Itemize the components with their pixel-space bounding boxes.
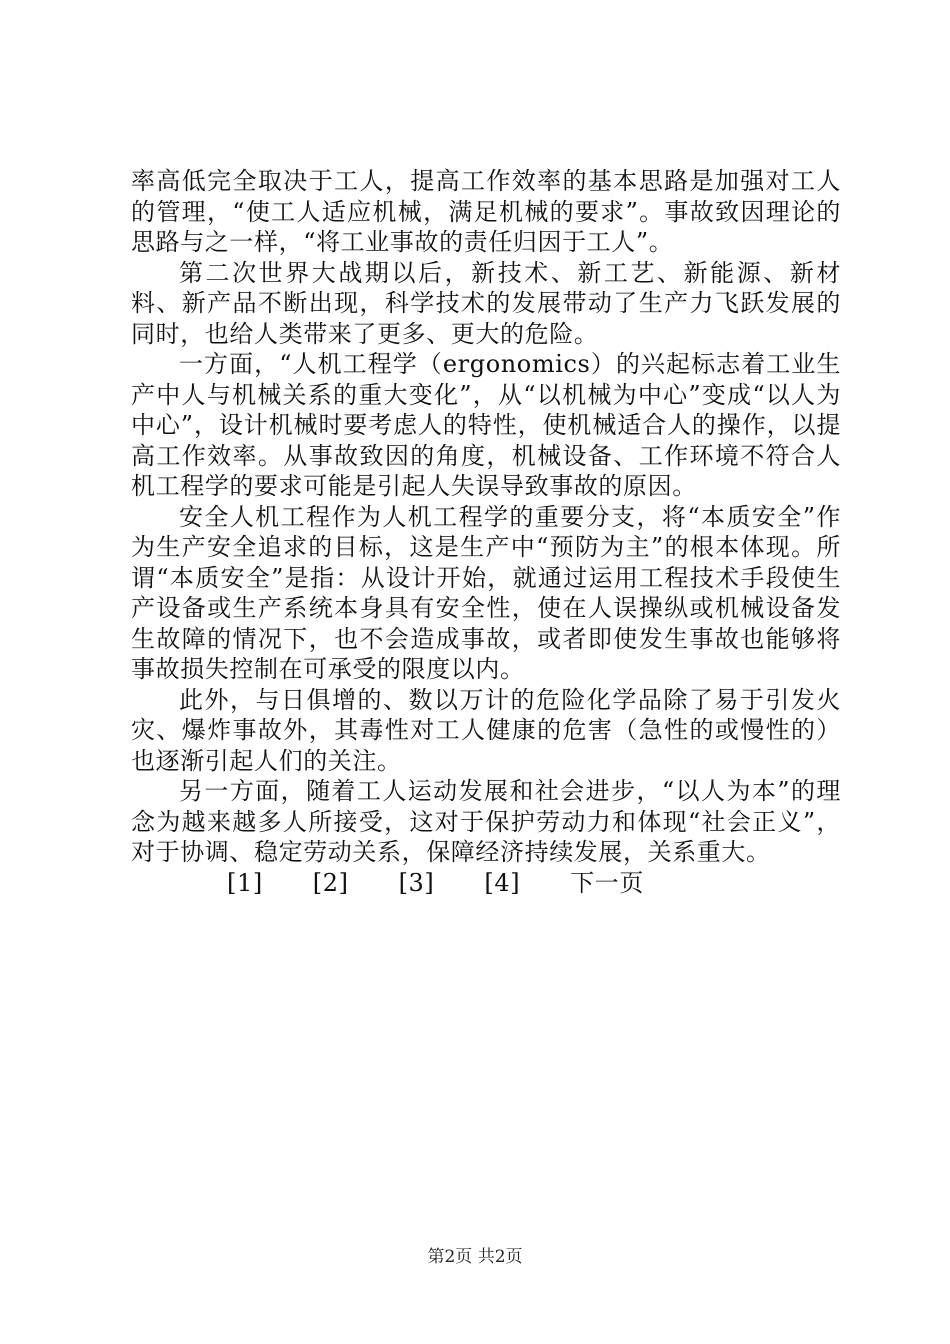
paragraph-5: 此外，与日俱增的、数以万计的危险化学品除了易于引发火灾、爆炸事故外，其毒性对工人健康的危害（急性的或慢性的）也逐渐引起人们的关注。 xyxy=(131,685,841,775)
page-link-3[interactable]: [3] xyxy=(398,868,435,897)
paragraph-3: 一方面，“人机工程学（ergonomics）的兴起标志着工业生产中人与机械关系的重大变化”，从“以机械为中心”变成“以人为中心”，设计机械时要考虑人的特性，使机械适合人的操作，以提高工作效率。从事故致因的角度，机械设备、工作环境不符合人机工程学的要求可能是引起人失误导致事故的原因。 xyxy=(131,350,841,500)
page-link-2[interactable]: [2] xyxy=(312,868,349,897)
paragraph-4: 安全人机工程作为人机工程学的重要分支，将“本质安全”作为生产安全追求的目标，这是生产中“预防为主”的根本体现。所谓“本质安全”是指：从设计开始，就通过运用工程技术手段使生产设备或生产系统本身具有安全性，使在人误操纵或机械设备发生故障的情况下，也不会造成事故，或者即使发生事故也能够将事故损失控制在可承受的限度以内。 xyxy=(131,502,841,683)
paragraph-2: 第二次世界大战期以后，新技术、新工艺、新能源、新材料、新产品不断出现，科学技术的发展带动了生产力飞跃发展的同时，也给人类带来了更多、更大的危险。 xyxy=(131,258,841,348)
next-page-link[interactable]: 下一页 xyxy=(570,868,644,897)
page-link-1[interactable]: [1] xyxy=(227,868,263,897)
article-body xyxy=(131,166,841,898)
paragraph-6: 另一方面，随着工人运动发展和社会进步，“以人为本”的理念为越来越多人所接受，这对于保护劳动力和体现“社会正义”，对于协调、稳定劳动关系，保障经济持续发展，关系重大。 xyxy=(131,777,841,866)
paragraph-1: 率高低完全取决于工人，提高工作效率的基本思路是加强对工人的管理，“使工人适应机械，满足机械的要求”。事故致因理论的思路与之一样，“将工业事故的责任归因于工人”。 xyxy=(131,167,841,256)
pagination xyxy=(131,868,841,899)
page-link-4[interactable]: [4] xyxy=(484,868,521,897)
page-footer: 第2页 共2页 xyxy=(427,1247,523,1267)
